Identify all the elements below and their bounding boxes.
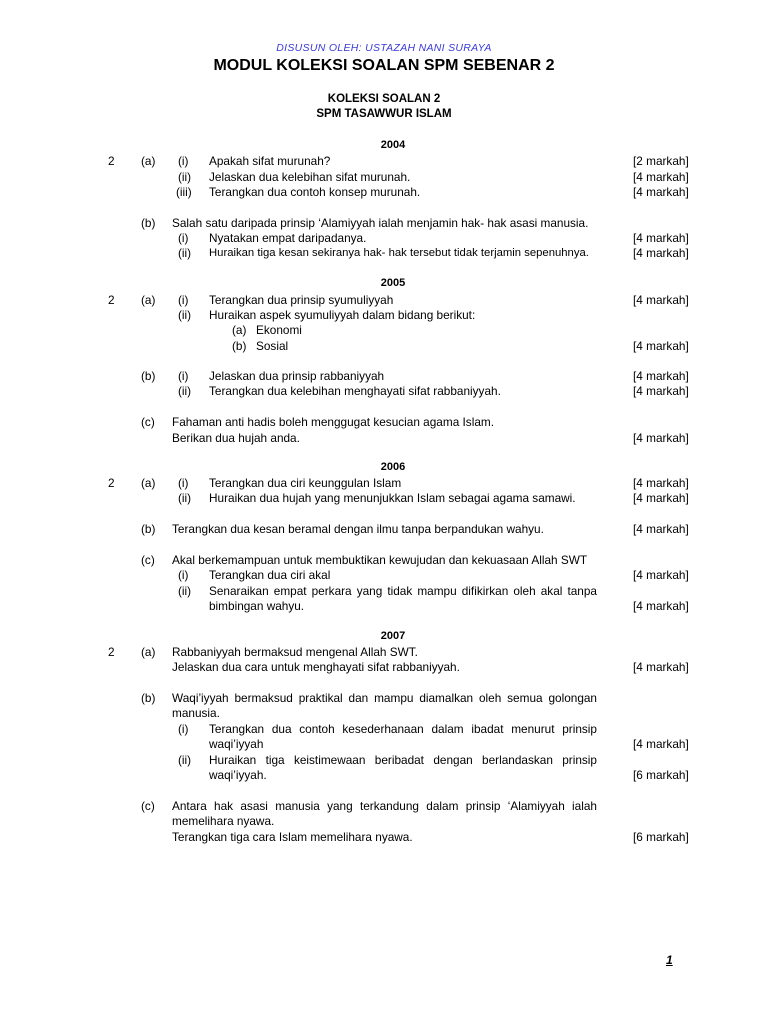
- question-text: Terangkan dua ciri keunggulan Islam: [209, 476, 402, 490]
- question-text: Terangkan dua prinsip syumuliyyah: [209, 293, 394, 307]
- item-text: Sosial: [256, 339, 289, 353]
- marks-label: [4 markah]: [633, 737, 689, 751]
- question-text: waqi’iyyah.: [209, 768, 267, 782]
- subpart-label-i: (i): [178, 722, 189, 736]
- marks-label: [4 markah]: [633, 185, 689, 199]
- marks-label: [4 markah]: [633, 522, 689, 536]
- marks-label: [4 markah]: [633, 431, 689, 445]
- marks-label: [4 markah]: [633, 568, 689, 582]
- marks-label: [4 markah]: [633, 246, 689, 260]
- page-title: MODUL KOLEKSI SOALAN SPM SEBENAR 2: [213, 57, 555, 74]
- marks-label: [4 markah]: [633, 293, 689, 307]
- subpart-label-i: (i): [178, 293, 189, 307]
- marks-label: [6 markah]: [633, 830, 689, 844]
- question-stem: Waqi’iyyah bermaksud praktikal dan mampu diamalkan oleh semua golongan: [172, 691, 597, 705]
- question-text: waqi’iyyah: [209, 737, 264, 751]
- marks-label: [6 markah]: [633, 768, 689, 782]
- part-label-b: (b): [141, 691, 156, 705]
- part-label-c: (c): [141, 415, 155, 429]
- marks-label: [4 markah]: [633, 599, 689, 613]
- question-text: Terangkan dua kelebihan menghayati sifat rabbaniyyah.: [209, 384, 501, 398]
- subpart-label-ii: (ii): [178, 384, 192, 398]
- subpart-label-i: (i): [178, 231, 189, 245]
- part-label-b: (b): [141, 522, 156, 536]
- subpart-label-ii: (ii): [178, 753, 192, 767]
- subpart-label-iii: (iii): [176, 185, 192, 199]
- subpart-label-i: (i): [178, 568, 189, 582]
- part-label-a: (a): [141, 293, 156, 307]
- subpart-label-i: (i): [178, 154, 189, 168]
- year-heading-2005: 2005: [380, 277, 406, 289]
- question-stem: manusia.: [172, 706, 220, 720]
- author-credit: DISUSUN OLEH: USTAZAH NANI SURAYA: [276, 42, 492, 54]
- question-text: Terangkan tiga cara Islam memelihara nyawa.: [172, 830, 413, 844]
- question-number: 2: [108, 476, 115, 490]
- question-stem: memelihara nyawa.: [172, 814, 275, 828]
- question-text: Huraikan tiga kesan sekiranya hak- hak tersebut tidak terjamin sepenuhnya.: [209, 247, 589, 259]
- question-text: Huraikan tiga keistimewaan beribadat dengan berlandaskan prinsip: [209, 753, 597, 767]
- part-label-c: (c): [141, 799, 155, 813]
- marks-label: [4 markah]: [633, 660, 689, 674]
- part-label-c: (c): [141, 553, 155, 567]
- question-text: Jelaskan dua cara untuk menghayati sifat rabbaniyyah.: [172, 660, 460, 674]
- part-label-a: (a): [141, 645, 156, 659]
- marks-label: [4 markah]: [633, 491, 689, 505]
- page-number: 1: [666, 953, 673, 967]
- question-stem: Antara hak asasi manusia yang terkandung dalam prinsip ‘Alamiyyah ialah: [172, 799, 597, 813]
- question-text: Jelaskan dua prinsip rabbaniyyah: [209, 369, 385, 383]
- question-stem: Salah satu daripada prinsip ‘Alamiyyah ialah menjamin hak- hak asasi manusia.: [172, 216, 589, 230]
- subpart-label-i: (i): [178, 369, 189, 383]
- part-label-a: (a): [141, 476, 156, 490]
- marks-label: [2 markah]: [633, 154, 689, 168]
- question-text: Terangkan dua kesan beramal dengan ilmu tanpa berpandukan wahyu.: [172, 522, 544, 536]
- marks-label: [4 markah]: [633, 476, 689, 490]
- question-stem: Rabbaniyyah bermaksud mengenal Allah SWT.: [172, 645, 418, 659]
- marks-label: [4 markah]: [633, 369, 689, 383]
- part-label-b: (b): [141, 369, 156, 383]
- question-number: 2: [108, 645, 115, 659]
- marks-label: [4 markah]: [633, 339, 689, 353]
- subpart-label-i: (i): [178, 476, 189, 490]
- item-label-b: (b): [232, 339, 247, 353]
- question-stem: Akal berkemampuan untuk membuktikan kewujudan dan kekuasaan Allah SWT: [172, 553, 588, 567]
- item-text: Ekonomi: [256, 323, 302, 337]
- question-number: 2: [108, 154, 115, 168]
- item-label-a: (a): [232, 323, 247, 337]
- part-label-b: (b): [141, 216, 156, 230]
- marks-label: [4 markah]: [633, 170, 689, 184]
- subpart-label-ii: (ii): [178, 308, 192, 322]
- marks-label: [4 markah]: [633, 384, 689, 398]
- subject-subtitle: SPM TASAWWUR ISLAM: [316, 108, 452, 120]
- question-text: Terangkan dua ciri akal: [209, 568, 331, 582]
- part-label-a: (a): [141, 154, 156, 168]
- subpart-label-ii: (ii): [178, 170, 192, 184]
- question-stem: Fahaman anti hadis boleh menggugat kesucian agama Islam.: [172, 415, 494, 429]
- collection-subtitle: KOLEKSI SOALAN 2: [327, 93, 441, 105]
- question-text: Terangkan dua contoh konsep murunah.: [209, 185, 421, 199]
- question-text: Nyatakan empat daripadanya.: [209, 231, 367, 245]
- question-text: Apakah sifat murunah?: [209, 154, 331, 168]
- question-text: Senaraikan empat perkara yang tidak mampu difikirkan oleh akal tanpa: [209, 584, 597, 598]
- question-text: Terangkan dua contoh kesederhanaan dalam ibadat menurut prinsip: [209, 722, 597, 736]
- question-text: Huraikan aspek syumuliyyah dalam bidang berikut:: [209, 308, 476, 322]
- year-heading-2004: 2004: [380, 139, 406, 151]
- subpart-label-ii: (ii): [178, 491, 192, 505]
- year-heading-2006: 2006: [380, 461, 406, 473]
- question-text: Huraikan dua hujah yang menunjukkan Islam sebagai agama samawi.: [209, 491, 576, 505]
- marks-label: [4 markah]: [633, 231, 689, 245]
- question-number: 2: [108, 293, 115, 307]
- question-text: Berikan dua hujah anda.: [172, 431, 300, 445]
- year-heading-2007: 2007: [380, 630, 406, 642]
- subpart-label-ii: (ii): [178, 584, 192, 598]
- question-text: bimbingan wahyu.: [209, 599, 305, 613]
- question-text: Jelaskan dua kelebihan sifat murunah.: [209, 170, 411, 184]
- subpart-label-ii: (ii): [178, 246, 192, 260]
